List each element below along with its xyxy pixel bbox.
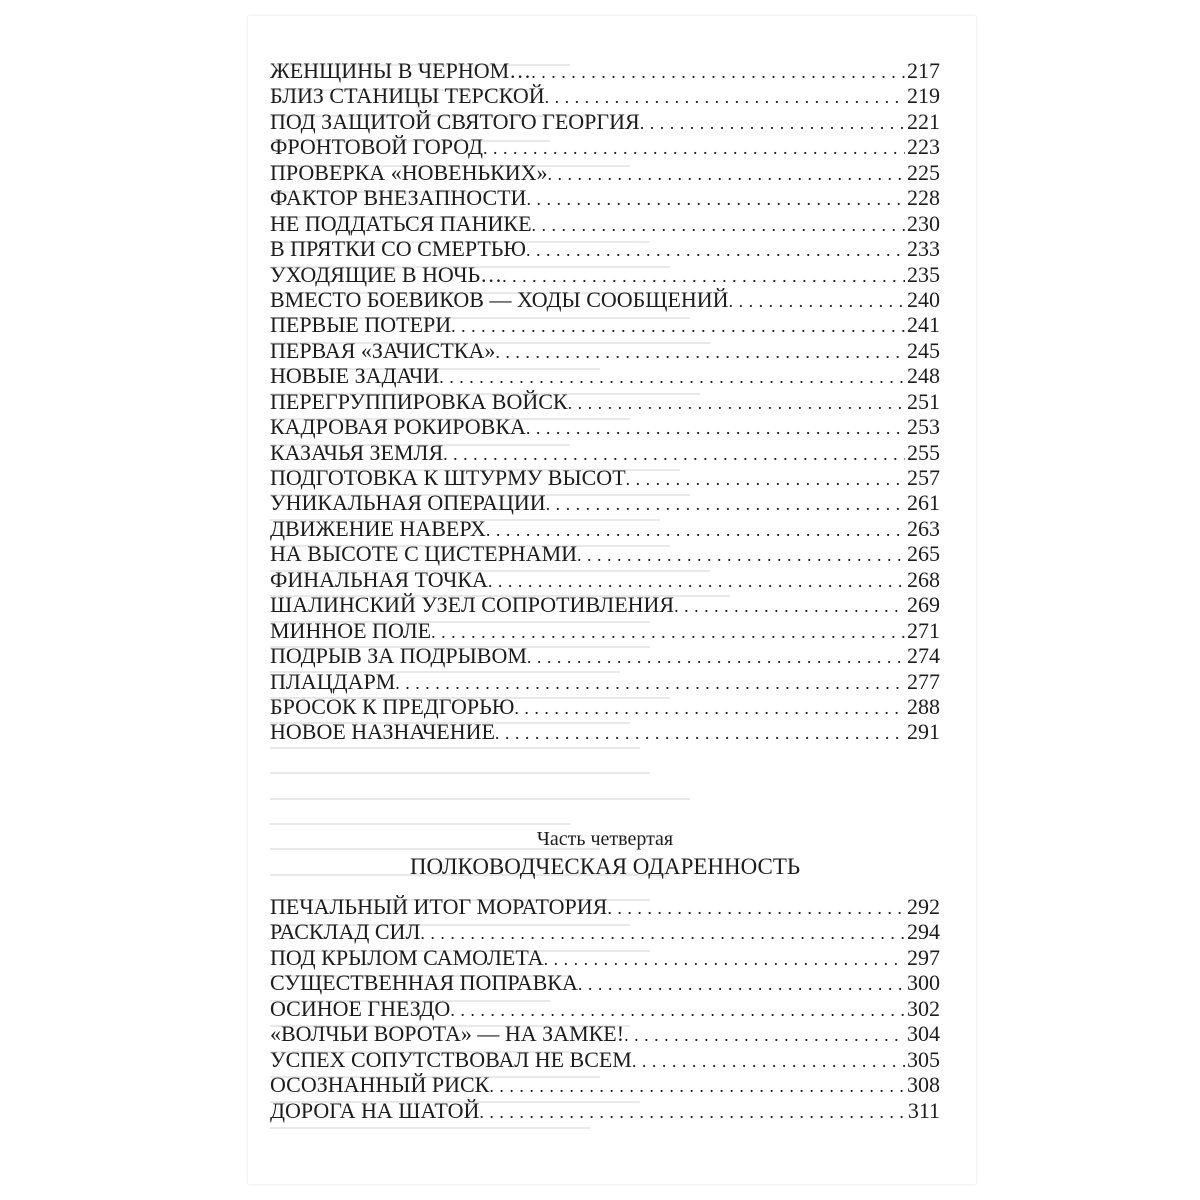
toc-entry-title: ПЕРЕГРУППИРОВКА ВОЙСК xyxy=(270,388,568,414)
book-page xyxy=(248,16,976,1184)
toc-entry-page: 240 xyxy=(907,286,940,312)
dot-leader xyxy=(632,1047,905,1074)
dot-leader xyxy=(546,490,905,517)
toc-entry-title: СУЩЕСТВЕННАЯ ПОПРАВКА xyxy=(270,970,578,996)
toc-entry xyxy=(270,996,940,1021)
toc-entry-page: 304 xyxy=(907,1021,940,1047)
toc-entry xyxy=(270,440,940,465)
dot-leader xyxy=(431,618,905,645)
dot-leader xyxy=(489,1072,905,1099)
toc-entry-title: ЖЕНЩИНЫ В ЧЕРНОМ… xyxy=(270,58,532,83)
toc-entry-title: ПОДГОТОВКА К ШТУРМУ ВЫСОТ xyxy=(270,465,626,490)
dot-leader xyxy=(526,414,905,441)
toc-entry xyxy=(270,1072,940,1097)
dot-leader xyxy=(531,58,905,85)
toc-entry-title: ФАКТОР ВНЕЗАПНОСТИ xyxy=(270,185,527,211)
dot-leader xyxy=(483,134,905,161)
toc-entry-title: КАЗАЧЬЯ ЗЕМЛЯ xyxy=(270,439,444,465)
dot-leader xyxy=(526,236,905,263)
toc-entry xyxy=(270,1098,940,1123)
toc-entry xyxy=(270,567,940,592)
dot-leader xyxy=(568,389,905,416)
toc-entry xyxy=(270,338,940,363)
dot-leader xyxy=(577,541,905,568)
toc-entry-title: МИННОЕ ПОЛЕ xyxy=(270,617,432,643)
toc-entry-page: 305 xyxy=(907,1046,940,1072)
toc-entry-page: 297 xyxy=(907,944,940,970)
toc-entry xyxy=(270,160,940,185)
dot-leader xyxy=(527,643,905,670)
toc-entry-page: 225 xyxy=(907,159,940,185)
toc-entry xyxy=(270,894,940,919)
toc-entry-page: 269 xyxy=(907,592,940,618)
toc-entry-page: 288 xyxy=(907,693,940,719)
toc-entry-title: ПОД КРЫЛОМ САМОЛЕТА xyxy=(270,944,544,970)
toc-entry-title: БРОСОК К ПРЕДГОРЬЮ xyxy=(270,693,515,719)
dot-leader xyxy=(420,919,905,946)
toc-entry xyxy=(270,109,940,134)
dot-leader xyxy=(729,287,905,314)
toc-entry-page: 300 xyxy=(907,970,940,996)
toc-entry-page: 265 xyxy=(907,541,940,567)
toc-entry-title: НОВЫЕ ЗАДАЧИ xyxy=(270,363,440,389)
bleed-through-line xyxy=(270,754,650,774)
toc-entry-page: 241 xyxy=(907,312,940,338)
dot-leader xyxy=(548,160,905,187)
dot-leader xyxy=(526,185,905,212)
dot-leader xyxy=(514,694,905,721)
dot-leader xyxy=(545,83,905,110)
toc-entry-page: 308 xyxy=(907,1072,940,1098)
toc-entry xyxy=(270,185,940,210)
toc-entry-page: 294 xyxy=(907,919,940,945)
dot-leader xyxy=(544,945,905,972)
toc-entry-title: УХОДЯЩИЕ В НОЧЬ… xyxy=(270,261,503,287)
toc-entry-title: ПЕЧАЛЬНЫЙ ИТОГ МОРАТОРИЯ xyxy=(270,894,608,919)
toc-entry xyxy=(270,541,940,566)
toc-entry xyxy=(270,211,940,236)
toc-entry xyxy=(270,1021,940,1046)
toc-entry xyxy=(270,669,940,694)
toc-entry xyxy=(270,414,940,439)
toc-entry-page: 311 xyxy=(907,1097,940,1123)
toc-entry-page: 291 xyxy=(907,719,940,745)
toc-entry xyxy=(270,58,940,83)
toc-entry xyxy=(270,83,940,108)
toc-entry-page: 221 xyxy=(907,108,940,134)
toc-entry-title: ДВИЖЕНИЕ НАВЕРХ xyxy=(270,515,486,541)
dot-leader xyxy=(674,592,905,619)
toc-entry xyxy=(270,592,940,617)
toc-entry-title: УНИКАЛЬНАЯ ОПЕРАЦИИ xyxy=(270,490,546,516)
toc-entry-title: ПЕРВЫЕ ПОТЕРИ xyxy=(270,312,452,338)
dot-leader xyxy=(495,719,905,746)
toc-entry xyxy=(270,134,940,159)
toc-entry xyxy=(270,618,940,643)
toc-entry-page: 261 xyxy=(907,490,940,516)
toc-entry-page: 217 xyxy=(907,58,940,83)
toc-entry-page: 245 xyxy=(907,337,940,363)
toc-entry xyxy=(270,919,940,944)
toc-entry-title: ДОРОГА НА ШАТОЙ xyxy=(270,1097,480,1123)
dot-leader xyxy=(451,312,905,339)
toc-entry-page: 255 xyxy=(907,439,940,465)
dot-leader xyxy=(495,338,905,365)
toc-entry-page: 277 xyxy=(907,668,940,694)
toc-entry xyxy=(270,236,940,261)
toc-entry xyxy=(270,970,940,995)
toc-entry-page: 233 xyxy=(907,236,940,262)
toc-entry-page: 235 xyxy=(907,261,940,287)
toc-entry-page: 251 xyxy=(907,388,940,414)
toc-entry-title: РАСКЛАД СИЛ xyxy=(270,919,421,945)
toc-entry-page: 268 xyxy=(907,566,940,592)
toc-entry-page: 257 xyxy=(907,465,940,490)
dot-leader xyxy=(626,465,905,492)
toc-part4-list xyxy=(270,894,940,1123)
toc-entry xyxy=(270,312,940,337)
toc-entry-title: ФИНАЛЬНАЯ ТОЧКА xyxy=(270,566,488,592)
toc-entry-page: 263 xyxy=(907,515,940,541)
toc-entry xyxy=(270,363,940,388)
toc-entry-title: ПРОВЕРКА «НОВЕНЬКИХ» xyxy=(270,159,548,185)
toc-entry-title: НОВОЕ НАЗНАЧЕНИЕ xyxy=(270,719,495,745)
toc-entry-title: НА ВЫСОТЕ С ЦИСТЕРНАМИ xyxy=(270,541,578,567)
dot-leader xyxy=(443,440,905,467)
toc-entry xyxy=(270,465,940,490)
toc-entry-title: В ПРЯТКИ СО СМЕРТЬЮ xyxy=(270,236,527,262)
toc-entry-title: БЛИЗ СТАНИЦЫ ТЕРСКОЙ xyxy=(270,83,545,109)
toc-entry-title: УСПЕХ СОПУТСТВОВАЛ НЕ ВСЕМ xyxy=(270,1046,632,1072)
bleed-through-line xyxy=(270,780,690,800)
toc-part3-list xyxy=(270,58,940,745)
toc-entry xyxy=(270,490,940,515)
dot-leader xyxy=(488,567,905,594)
toc-entry xyxy=(270,643,940,668)
toc-entry-title: ВМЕСТО БОЕВИКОВ — ХОДЫ СООБЩЕНИЙ xyxy=(270,286,729,312)
toc-entry-title: ПОДРЫВ ЗА ПОДРЫВОМ xyxy=(270,643,527,669)
toc-entry-title: «ВОЛЧЬИ ВОРОТА» — НА ЗАМКЕ! xyxy=(270,1021,625,1047)
dot-leader xyxy=(395,669,905,696)
toc-entry-title: ПОД ЗАЩИТОЙ СВЯТОГО ГЕОРГИЯ xyxy=(270,108,640,134)
toc-entry-title: ФРОНТОВОЙ ГОРОД xyxy=(270,134,484,160)
part-label: Часть четвертая xyxy=(536,828,674,850)
toc-entry-title: ОСИНОЕ ГНЕЗДО xyxy=(270,995,451,1021)
toc-entry-title: НЕ ПОДДАТЬСЯ ПАНИКЕ xyxy=(270,210,532,236)
bleed-through-line xyxy=(270,805,570,825)
toc-entry-page: 271 xyxy=(907,617,940,643)
toc-entry xyxy=(270,945,940,970)
toc-entry xyxy=(270,719,940,744)
toc-entry-page: 248 xyxy=(907,363,940,389)
toc-entry-page: 274 xyxy=(907,643,940,669)
dot-leader xyxy=(439,363,905,390)
dot-leader xyxy=(532,211,905,238)
toc-entry-page: 223 xyxy=(907,134,940,160)
toc-entry-title: ОСОЗНАННЫЙ РИСК xyxy=(270,1072,490,1098)
toc-entry xyxy=(270,516,940,541)
dot-leader xyxy=(502,262,905,289)
dot-leader xyxy=(607,894,905,921)
dot-leader xyxy=(578,970,905,997)
toc-entry-page: 253 xyxy=(907,414,940,440)
part-title: ПОЛКОВОДЧЕСКАЯ ОДАРЕННОСТЬ xyxy=(409,854,801,879)
toc-entry xyxy=(270,1047,940,1072)
toc-entry-title: ПЛАЦДАРМ xyxy=(270,668,396,694)
toc-entry-title: ПЕРВАЯ «ЗАЧИСТКА» xyxy=(270,337,496,363)
toc-entry xyxy=(270,287,940,312)
toc-entry-page: 292 xyxy=(907,894,940,919)
dot-leader xyxy=(450,996,905,1023)
toc-entry-page: 302 xyxy=(907,995,940,1021)
dot-leader xyxy=(624,1021,905,1048)
dot-leader xyxy=(640,109,905,136)
toc-entry xyxy=(270,694,940,719)
toc-entry-title: ШАЛИНСКИЙ УЗЕЛ СОПРОТИВЛЕНИЯ xyxy=(270,592,675,618)
toc-entry-page: 228 xyxy=(907,185,940,211)
toc-entry xyxy=(270,389,940,414)
toc-entry-title: КАДРОВАЯ РОКИРОВКА xyxy=(270,414,526,440)
toc-entry xyxy=(270,262,940,287)
dot-leader xyxy=(486,516,905,543)
toc-entry-page: 230 xyxy=(907,210,940,236)
toc-entry-page: 219 xyxy=(907,83,940,109)
dot-leader xyxy=(479,1098,905,1125)
